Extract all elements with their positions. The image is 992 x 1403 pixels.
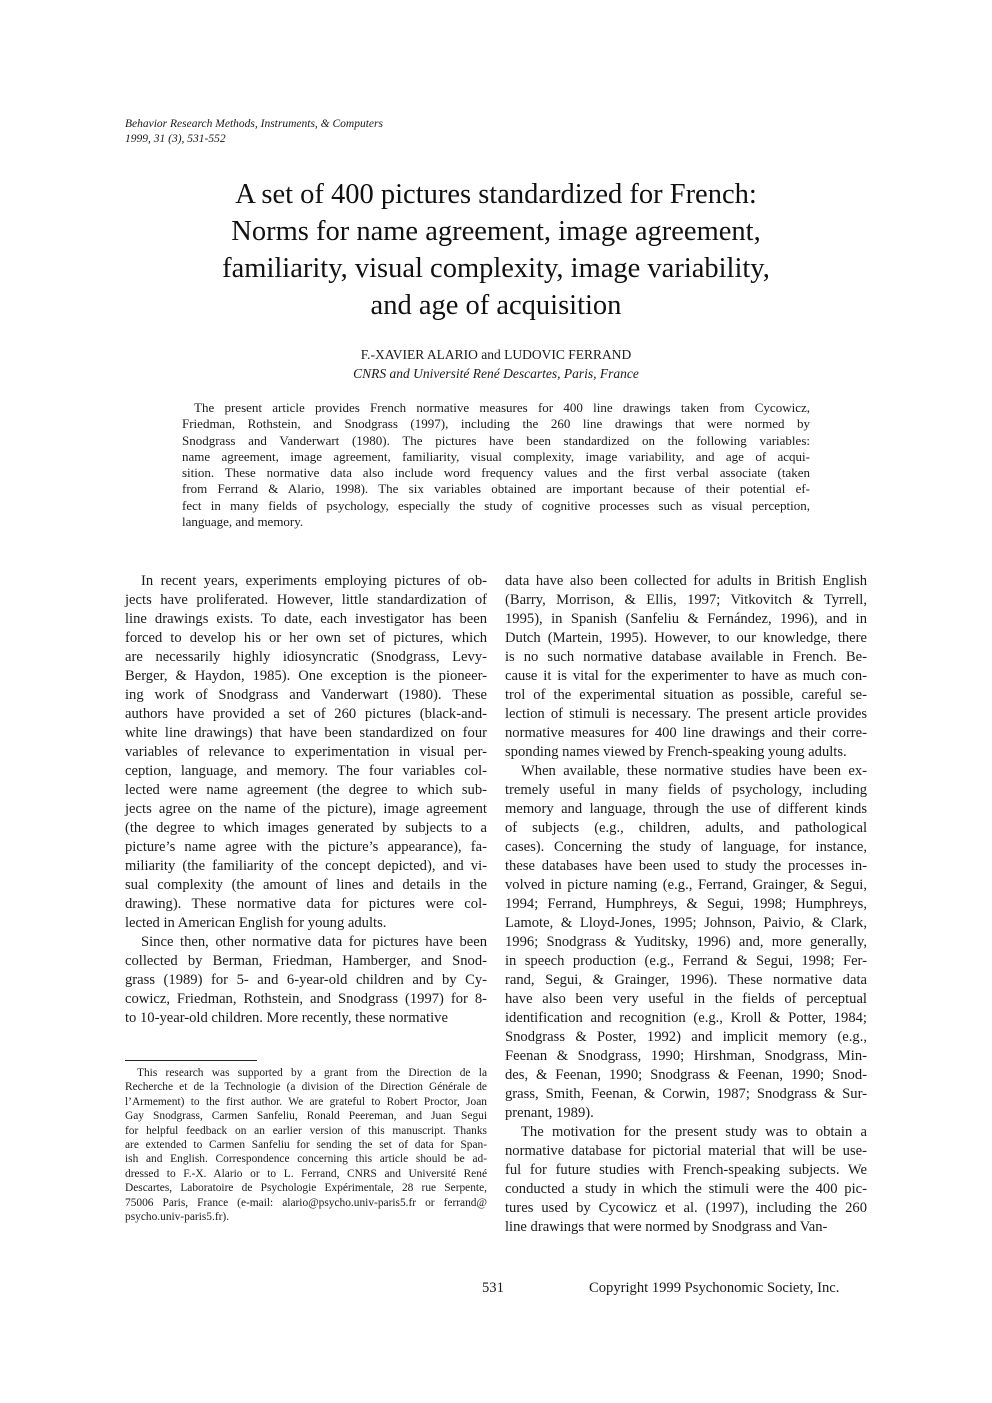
footnote-line: Recherche et de la Technologie (a division of the Direction Générale de — [125, 1081, 487, 1094]
body-line: identification and recognition (e.g., Kroll & Potter, 1984; — [505, 1010, 867, 1026]
footnote-line: This research was supported by a grant from the Direction de la — [137, 1067, 487, 1079]
body-line: Lamote, & Lloyd-Jones, 1995; Johnson, Paivio, & Clark, — [505, 915, 867, 931]
title-line: and age of acquisition — [370, 290, 622, 321]
body-line: line drawings exists. To date, each investigator has been — [125, 611, 487, 627]
title-line: familiarity, visual complexity, image variability, — [222, 253, 770, 284]
body-line: In recent years, experiments employing pictures of ob- — [141, 573, 487, 589]
body-line: sual complexity (the amount of lines and details in the — [125, 877, 487, 893]
body-line: ing work of Snodgrass and Vanderwart (1980). These — [125, 687, 487, 703]
journal-citation: 1999, 31 (3), 531-552 — [125, 133, 226, 145]
abstract-line: from Ferrand & Alario, 1998). The six variables obtained are important because of their potential ef- — [182, 481, 810, 497]
abstract-line: language, and memory. — [182, 514, 304, 530]
body-line: data have also been collected for adults in British English — [505, 573, 867, 589]
abstract-line: Friedman, Rothstein, and Snodgrass (1997), including the 260 line drawings that were normed by — [182, 416, 810, 432]
left-column — [125, 572, 487, 1028]
body-line: have also been very useful in the fields of perceptual — [505, 991, 867, 1007]
body-line: lection of stimuli is necessary. The present article provides — [505, 706, 867, 722]
journal-header — [125, 117, 383, 147]
body-line: memory and language, through the use of different kinds — [505, 801, 867, 817]
article-title — [130, 176, 862, 324]
body-line: jects have proliferated. However, little standardization of — [125, 592, 487, 608]
body-line: trol of the experimental situation as possible, careful se- — [505, 687, 867, 703]
body-line: Since then, other normative data for pictures have been — [141, 934, 487, 950]
body-line: collected by Berman, Friedman, Hamberger, and Snod- — [125, 953, 487, 969]
body-line: (the degree to which images generated by subjects to a — [125, 820, 487, 836]
footnote-line: for helpful feedback on an earlier version of this manuscript. Thanks — [125, 1124, 487, 1137]
footnote-line: psycho.univ-paris5.fr). — [125, 1211, 230, 1224]
body-line: conducted a study in which the stimuli were the 400 pic- — [505, 1181, 867, 1197]
body-line: cases). Concerning the study of language, for instance, — [505, 839, 867, 855]
body-line: authors have provided a set of 260 pictures (black-and- — [125, 706, 487, 722]
body-line: jects agree on the name of the picture), image agreement — [125, 801, 487, 817]
body-line: The motivation for the present study was to obtain a — [521, 1124, 867, 1140]
body-line: 1995), in Spanish (Sanfeliu & Fernández, 1996), and in — [505, 611, 867, 627]
body-line: picture’s name agree with the picture’s appearance), fa- — [125, 839, 487, 855]
body-line: Feenan & Snodgrass, 1990; Hirshman, Snodgrass, Min- — [505, 1048, 867, 1064]
body-line: prenant, 1989). — [505, 1105, 594, 1121]
body-line: 1996; Snodgrass & Yuditsky, 1996) and, more generally, — [505, 934, 867, 950]
body-line: cause it is vital for the experimenter to have as much con- — [505, 668, 867, 684]
body-line: lected in American English for young adults. — [125, 915, 387, 931]
author-block — [130, 345, 862, 383]
body-line: grass, Smith, Feenan, & Corwin, 1987; Snodgrass & Sur- — [505, 1086, 867, 1102]
footnote-line: ish and English. Correspondence concerning this article should be ad- — [125, 1153, 487, 1166]
abstract-line: The present article provides French normative measures for 400 line drawings taken from Cycowicz, — [194, 400, 810, 415]
body-line: 1994; Ferrand, Humphreys, & Segui, 1998; Humphreys, — [505, 896, 867, 912]
body-line: of subjects (e.g., children, adults, and pathological — [505, 820, 867, 836]
body-line: these databases have been used to study the processes in- — [505, 858, 867, 874]
body-line: cowicz, Friedman, Rothstein, and Snodgrass (1997) for 8- — [125, 991, 487, 1007]
abstract — [182, 400, 810, 530]
body-line: grass (1989) for 5- and 6-year-old children and by Cy- — [125, 972, 487, 988]
author-names: F.-XAVIER ALARIO and LUDOVIC FERRAND — [360, 347, 632, 362]
body-line: lected were name agreement (the degree to which sub- — [125, 782, 487, 798]
body-line: rand, Segui, & Grainger, 1996). These normative data — [505, 972, 867, 988]
abstract-line: sition. These normative data also include word frequency values and the first verbal associate (taken — [182, 465, 810, 481]
copyright-notice: Copyright 1999 Psychonomic Society, Inc. — [589, 1280, 840, 1296]
body-line: is no such normative database available in French. Be- — [505, 649, 867, 665]
body-line: Berger, & Haydon, 1985). One exception is the pioneer- — [125, 668, 487, 684]
body-line: tures used by Cycowicz et al. (1997), including the 260 — [505, 1200, 867, 1216]
footnote-line: l’Armement) to the first author. We are grateful to Robert Proctor, Joan — [125, 1095, 487, 1108]
body-line: Snodgrass & Poster, 1992) and implicit memory (e.g., — [505, 1029, 867, 1045]
body-line: variables of relevance to experimentation in visual per- — [125, 744, 487, 760]
body-line: ception, language, and memory. The four variables col- — [125, 763, 487, 779]
footnote — [125, 1066, 487, 1224]
body-line: to 10-year-old children. More recently, these normative — [125, 1010, 448, 1026]
right-column — [505, 572, 867, 1237]
footnote-line: dressed to F.-X. Alario or to L. Ferrand, CNRS and Université René — [125, 1167, 487, 1180]
page-number: 531 — [482, 1280, 504, 1296]
body-line: normative measures for 400 line drawings and their corre- — [505, 725, 867, 741]
title-line: A set of 400 pictures standardized for French: — [235, 179, 757, 210]
abstract-line: Snodgrass and Vanderwart (1980). The pictures have been standardized on the following variables: — [182, 432, 810, 448]
body-line: sponding names viewed by French-speaking young adults. — [505, 744, 847, 760]
body-line: When available, these normative studies have been ex- — [521, 763, 867, 779]
body-line: drawing). These normative data for pictures were col- — [125, 896, 487, 912]
footnote-line: Gay Snodgrass, Carmen Sanfeliu, Ronald Peereman, and Juan Segui — [125, 1110, 487, 1123]
body-line: ful for future studies with French-speaking subjects. We — [505, 1162, 867, 1178]
body-line: line drawings that were normed by Snodgrass and Van- — [505, 1219, 828, 1235]
title-line: Norms for name agreement, image agreement, — [231, 216, 761, 247]
body-line: (Barry, Morrison, & Ellis, 1997; Vitkovitch & Tyrrell, — [505, 592, 867, 608]
body-line: forced to develop his or her own set of pictures, which — [125, 630, 487, 646]
footnote-line: Descartes, Laboratoire de Psychologie Expérimentale, 28 rue Serpente, — [125, 1182, 487, 1195]
body-line: tremely useful in many fields of psychology, including — [505, 782, 867, 798]
footnote-line: 75006 Paris, France (e-mail: alario@psycho.univ-paris5.fr or ferrand@ — [125, 1196, 487, 1209]
body-line: des, & Feenan, 1990; Snodgrass & Feenan, 1990; Snod- — [505, 1067, 867, 1083]
body-line: in speech production (e.g., Ferrand & Segui, 1998; Fer- — [505, 953, 867, 969]
body-line: are necessarily highly idiosyncratic (Snodgrass, Levy- — [125, 649, 487, 665]
abstract-line: name agreement, image agreement, familiarity, visual complexity, image variability, and age of acqui- — [182, 448, 810, 464]
body-line: volved in picture naming (e.g., Ferrand, Grainger, & Segui, — [505, 877, 867, 893]
footnote-line: are extended to Carmen Sanfeliu for sending the set of data for Span- — [125, 1139, 487, 1152]
journal-name: Behavior Research Methods, Instruments, & Computers — [125, 118, 383, 130]
body-line: Dutch (Martein, 1995). However, to our knowledge, there — [505, 630, 867, 646]
author-affiliation: CNRS and Université René Descartes, Paris, France — [353, 366, 639, 381]
body-line: white line drawings) that have been standardized on four — [125, 725, 487, 741]
body-line: miliarity (the familiarity of the concept depicted), and vi- — [125, 858, 487, 874]
body-line: normative database for pictorial material that will be use- — [505, 1143, 867, 1159]
abstract-line: fect in many fields of psychology, especially the study of cognitive processes such as visual perception, — [182, 497, 810, 513]
footnote-rule — [125, 1060, 257, 1061]
